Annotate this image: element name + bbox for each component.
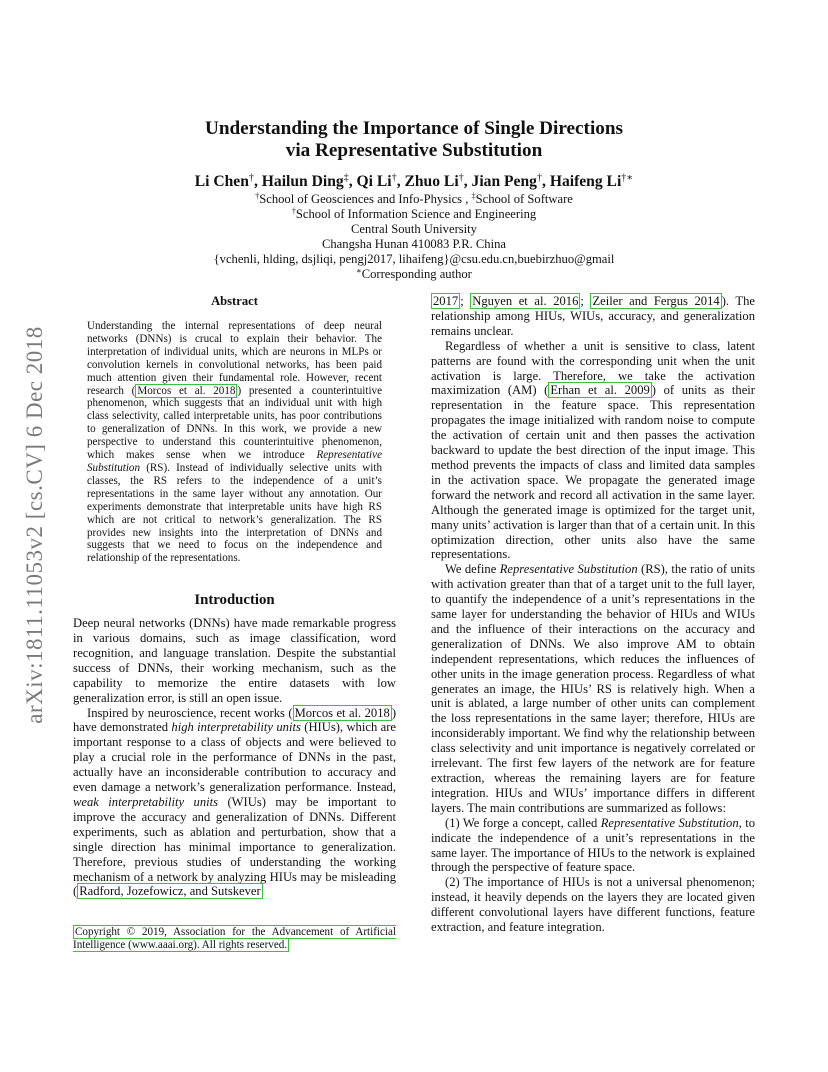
abstract-heading: Abstract <box>211 294 258 308</box>
citation-link[interactable]: Morcos et al. 2018 <box>294 705 390 720</box>
copyright-link[interactable]: Copyright © 2019, Association for the Advancement of Artificial Intelligence (www.aaai.org). All rights reserved. <box>73 926 396 951</box>
abstract-body: Understanding the internal representations of deep neural networks (DNNs) is crucal to explain their behavior. The interpretation of individual units, which are neurons in MLPs or convolution kernels in convolutional networks, has been paid much attention given their fundamental role. However, recent research ( Morcos et al. 2018 ) presented a counterintuitive phenomenon, which suggests that an individual unit with high class selectivity, called interpretable units, has poor contributions to generalization of DNNs. In this work, we provide a new perspective to understand this counterintuitive phenomenon, which makes sense when we introduce Representative Substitution (RS). Instead of individually selective units with classes, the RS refers to the independence of a unit’s representations in the same layer without any annotation. Our experiments demonstrate that interpretable units have high RS which are not critical to network’s generalization. The RS provides new insights into the interpretation of DNNs and suggests that we need to focus on the independence and relationship of the representations. <box>87 320 382 565</box>
body-paragraph-am: Regardless of whether a unit is sensitive to class, latent patterns are found with the corresponding unit when the unit activation is large. Therefore, we take the activation maximization (AM) ( Erhan et al. 2009 ) of units as their representation in the feature space. This representation propagates the image initialized with random noise to compute the activation of certain unit and then passes the activation backward to update the best direction of the input image. This method prevents the impacts of class and limited data samples in the activation space. We propagate the generated image forward the network and record all activation in the same layer. Although the generated image is optimized for the target unit, many units’ activation is larger than that of a certain unit. In this optimization direction, other units also have the same representations. <box>431 338 756 562</box>
citation-link[interactable]: Erhan et al. 2009 <box>550 383 650 398</box>
affiliation-line: Central South University <box>351 222 477 236</box>
author: Qi Li†, <box>356 172 405 190</box>
affiliation-line: Changsha Hunan 410083 P.R. China <box>321 237 506 251</box>
body-paragraph-continued: 2017 ; Nguyen et al. 2016 ; Zeiler and Fergus 2014 ). The relationship among HIUs, WIUs, accuracy, and generalization remains unclear. <box>431 294 755 338</box>
author: Zhuo Li†, <box>404 172 472 190</box>
arxiv-sidebar-stamp <box>12 290 58 760</box>
contribution-2: (2) The importance of HIUs is not a universal phenomenon; instead, it heavily depends on the layers they are located given different convolutional layers have different functions, feature extraction, and feature integration. <box>431 875 755 935</box>
citation-link[interactable]: Morcos et al. 2018 <box>137 384 236 397</box>
copyright-notice <box>73 926 396 952</box>
author: Hailun Ding‡, <box>261 172 357 190</box>
introduction-heading: Introduction <box>194 592 275 609</box>
paper-header <box>0 118 828 282</box>
author: Li Chen†, <box>194 172 262 190</box>
citation-link[interactable]: 2017 <box>433 294 459 308</box>
citation-link[interactable]: Nguyen et al. 2016 <box>472 294 579 308</box>
body-paragraph-rs-definition: We define Representative Substitution (RS), the ratio of units with activation greater than that of a target unit to the full layer, to quantify the independence of a unit’s representations in the same layer for understanding the behavior of HIUs and WIUs and the influence of their interactions on the accuracy and generalization of DNNs. We also improve AM to obtain independent representations, which reduces the influences of other units in the image generation process. Regardless of what generates an image, the HIUs’ RS is relatively high. When a unit is ablated, a large number of other units can complement the loss representations in the same layer; therefore, HIUs are inconsiderably important. We find why the relationship between class selectivity and unit importance is negatively correlated or irrelevant. The first few layers of the network are for feature extraction, whereas the remaining layers are for feature integration. HIUs and WIUs’ importance differs in different layers. The main contributions are summarized as follows: <box>431 562 755 815</box>
citation-link[interactable]: Radford, Jozefowicz, and Sutskever <box>79 884 261 899</box>
title-line-2: via Representative Substitution <box>285 140 543 161</box>
arxiv-identifier: arXiv:1811.11053v2 [cs.CV] 6 Dec 2018 <box>22 326 48 724</box>
affiliation-line: †School of Information Science and Engineering <box>291 206 537 221</box>
right-column <box>431 294 755 935</box>
paper-title <box>0 118 828 162</box>
corresponding-author-note: ∗Corresponding author <box>356 266 472 281</box>
intro-paragraph-1: Deep neural networks (DNNs) have made remarkable progress in various domains, such as image classification, word recognition, and language translation. Despite the substantial success of DNNs, their working mechanism, such as the capability to memorize the entire datasets with low generalization error, is still an open issue. <box>73 616 396 705</box>
left-column <box>73 294 396 899</box>
affiliations <box>0 192 828 282</box>
author-list <box>0 172 828 192</box>
intro-paragraph-2: Inspired by neuroscience, recent works ( Morcos et al. 2018 ) have demonstrated high interpretability units (HIUs), which are important response to a class of objects and were believed to play a crucial role in the performance of DNNs in the past, actually have an inconsiderable contribution to accuracy and even damage a network’s generalization performance. Instead, weak interpretability units (WIUs) may be important to improve the accuracy and generalization of DNNs. Different experiments, such as ablation and perturbation, show that a single direction has minimal importance to generalization. Therefore, previous studies of understanding the working mechanism of a network by analyzing HIUs may be misleading ( Radford, Jozefowicz, and Sutskever <box>73 705 397 899</box>
citation-link[interactable]: Zeiler and Fergus 2014 <box>592 294 720 308</box>
contribution-1: (1) We forge a concept, called Representative Substitution, to indicate the independence of a unit’s representations in the same layer. The importance of HIUs to the network is explained through the perspective of feature space. <box>431 815 755 875</box>
affiliation-line: †School of Geosciences and Info-Physics , ‡School of Software <box>255 191 573 206</box>
title-line-1: Understanding the Importance of Single Directions <box>204 118 624 139</box>
email-line: {vchenli, hlding, dsjliqi, pengj2017, lihaifeng}@csu.edu.cn,buebirzhuo@gmail <box>213 252 615 266</box>
author: Jian Peng†, <box>471 172 550 190</box>
author: Haifeng Li†∗ <box>549 172 634 190</box>
